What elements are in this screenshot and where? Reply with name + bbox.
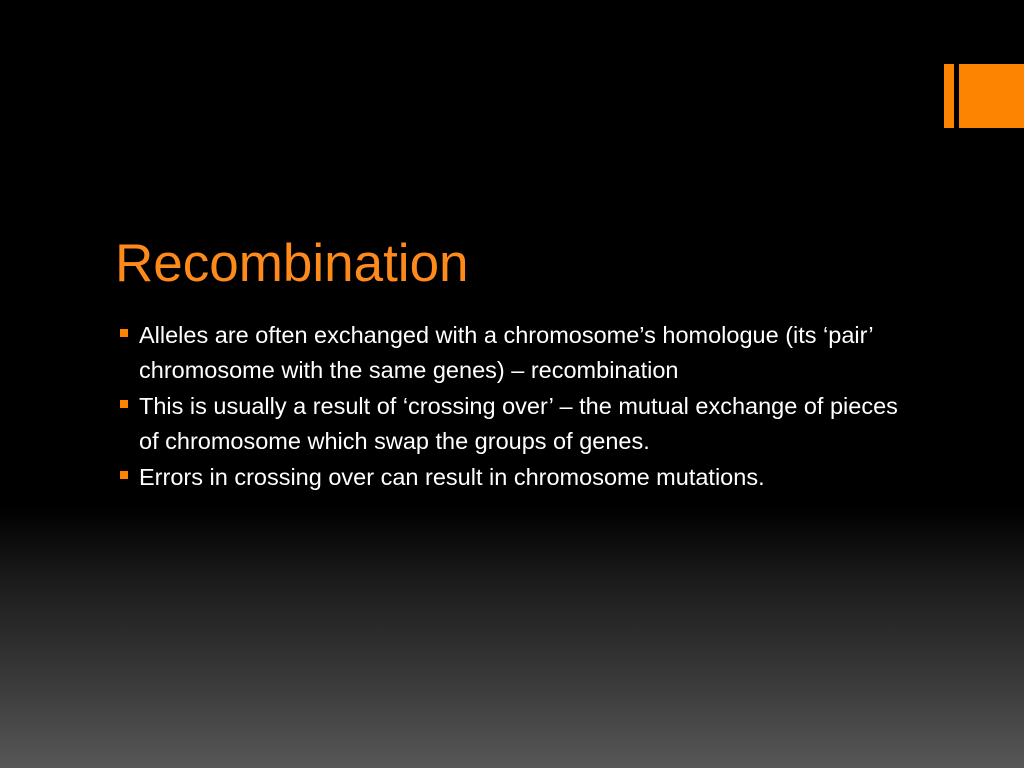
slide-title: Recombination: [115, 234, 469, 293]
bullet-text: Errors in crossing over can result in chromosome mutations.: [139, 464, 765, 490]
bullet-text: This is usually a result of ‘crossing over’ – the mutual exchange of pieces of chromosome which swap the groups of genes.: [139, 393, 898, 454]
square-bullet-icon: [120, 471, 128, 479]
bullet-item-errors: [119, 460, 909, 495]
accent-bar-thick: [959, 64, 1024, 128]
bullet-list: [119, 318, 909, 497]
accent-bar-thin: [944, 64, 954, 128]
square-bullet-icon: [120, 400, 128, 408]
bullet-text: Alleles are often exchanged with a chromosome’s homologue (its ‘pair’ chromosome with the same genes) – recombination: [139, 322, 873, 383]
bullet-item-crossing-over: [119, 389, 909, 458]
square-bullet-icon: [120, 329, 128, 337]
bullet-item-alleles: [119, 318, 909, 387]
